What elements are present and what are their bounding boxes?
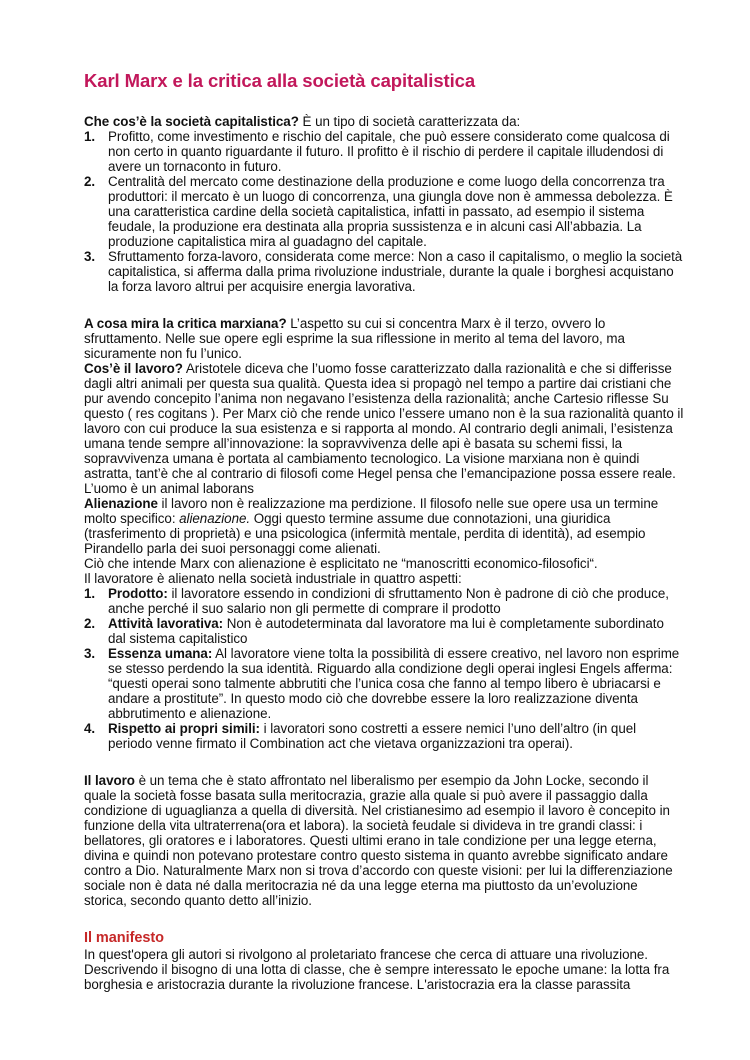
- list-item-text: Centralità del mercato come destinazione della produzione e come luogo della concorrenza tra produttori: il mercato è un luogo di concorrenza, una giungla dove non è ammessa debolezza. È una caratteristica cardine della società capitalistica, infatti in passato, ad esempio il sistema feudale, la produzione era destinata alla propria sussistenza e in alcuni casi All’abbazia. La produzione capitalistica mira al guadagno del capitale.: [108, 174, 673, 249]
- list-item: [84, 249, 684, 294]
- paragraph-critique: [84, 316, 684, 361]
- term-heading: Il lavoro: [84, 773, 135, 788]
- list-item: [84, 129, 684, 174]
- question-heading: Che cos’è la società capitalistica?: [84, 114, 299, 129]
- list-item-text: Non è autodeterminata dal lavoratore ma lui è completamente subordinato dal sistema capitalistico: [108, 616, 664, 646]
- section-marxian-critique: [84, 316, 684, 751]
- list-number: 2.: [84, 616, 96, 631]
- characteristics-list: [84, 129, 684, 294]
- paragraph-work: [84, 361, 684, 496]
- section-capitalist-society: [84, 114, 684, 294]
- document-page: [84, 70, 684, 992]
- list-item-text: i lavoratori sono costretti a essere nemici l’uno dell’altro (in quel periodo venne firmato il Combination act che vietava organizzazioni tra operai).: [108, 721, 637, 751]
- paragraph-manifesto: In quest'opera gli autori si rivolgono al proletariato francese che cerca di attuare una rivoluzione. Descrivendo il bisogno di una lotta di classe, che è sempre interessato le epoche umane: la lotta fra borghesia e aristocrazia durante la rivoluzione francese. L'aristocrazia era la classe parassita: [84, 947, 670, 992]
- italic-term: alienazione.: [179, 511, 251, 526]
- list-item-label: Attività lavorativa:: [108, 616, 224, 631]
- list-item-label: Rispetto ai propri simili:: [108, 721, 260, 736]
- list-item: [84, 616, 684, 646]
- list-number: 2.: [84, 174, 96, 189]
- list-item-label: Prodotto:: [108, 586, 168, 601]
- paragraph-text: il lavoro non è realizzazione ma perdizione. Il filosofo nelle sue opere usa un termine molto specifico:: [84, 496, 659, 526]
- page-title: Karl Marx e la critica alla società capitalistica: [84, 70, 476, 91]
- question-heading: Cos’è il lavoro?: [84, 361, 183, 376]
- alienation-aspects-list: [84, 586, 684, 751]
- section-heading: Il manifesto: [84, 930, 164, 946]
- list-number: 4.: [84, 721, 96, 736]
- section-labor-history: [84, 773, 684, 908]
- question-heading: A cosa mira la critica marxiana?: [84, 316, 287, 331]
- list-item-text: Sfruttamento forza-lavoro, considerata come merce: Non a caso il capitalismo, o meglio la società capitalistica, si afferma dalla prima rivoluzione industriale, durante la quale i borghesi acquistano la forza lavoro altrui per acquisire energia lavorativa.: [108, 249, 683, 294]
- paragraph-text: Oggi questo termine assume due connotazioni, una giuridica (trasferimento di proprietà) e una psicologica (infermità mentale, perdita di identità), ad esempio Pirandello parla dei suoi personaggi come alienati.: [84, 511, 646, 556]
- paragraph-text: Aristotele diceva che l’uomo fosse caratterizzato dalla razionalità e che si differisse dagli altri animali per questa sua qualità. Questa idea si propagò nel tempo a partire dai cristiani che pur avendo concepito l’anima non negavano l’esistenza della razionalità; anche Cartesio riflesse Su questo ( res cogitans ). Per Marx ciò che rende unico l’essere umano non è la sua razionalità quanto il lavoro con cui produce la sua esistenza e si rapporta al mondo. Al contrario degli animali, l’esistenza umana tende sempre all’innovazione: la sopravvivenza delle api è basata su schemi fissi, la sopravvivenza umana è portata al cambiamento tecnologico. La visione marxiana non è quindi astratta, tant’è che al contrario di filosofi come Hegel pensa che l’emancipazione possa essere reale. L’uomo è un animal laborans: [84, 361, 684, 496]
- spacer: [84, 751, 684, 773]
- list-number: 3.: [84, 646, 96, 661]
- list-item-text: il lavoratore essendo in condizioni di sfruttamento Non è padrone di ciò che produce, anche perché il suo salario non gli permette di comprare il prodotto: [108, 586, 669, 616]
- list-item: [84, 586, 684, 616]
- list-item: [84, 174, 684, 249]
- paragraph-labor: [84, 773, 684, 908]
- list-item-text: Profitto, come investimento e rischio del capitale, che può essere considerato come qualcosa di non certo in quanto riguardante il futuro. Il profitto è il rischio di perdere il capitale illudendosi di avere un tornaconto in futuro.: [108, 129, 670, 174]
- paragraph-intro: [84, 114, 684, 129]
- paragraph-manuscripts: Ciò che intende Marx con alienazione è esplicitato ne “manoscritti economico-filosofici“.: [84, 556, 598, 571]
- paragraph-four-aspects: Il lavoratore è alienato nella società industriale in quattro aspetti:: [84, 571, 462, 586]
- list-number: 1.: [84, 129, 96, 144]
- list-item-text: Al lavoratore viene tolta la possibilità di essere creativo, nel lavoro non esprime se stesso perdendo la sua identità. Riguardo alla condizione degli operai inglesi Engels afferma: “questi operai sono talmente abbrutiti che l’unica cosa che fanno al tempo libero è ubriacarsi e andare a prostitute”. In questo modo ciò che dovrebbe essere la loro realizzazione diventa abbrutimento e alienazione.: [108, 646, 680, 721]
- term-heading: Alienazione: [84, 496, 158, 511]
- paragraph-alienation: [84, 496, 684, 556]
- section-manifesto: [84, 930, 684, 992]
- spacer: [84, 908, 684, 930]
- list-item: [84, 721, 684, 751]
- paragraph-text: È un tipo di società caratterizzata da:: [298, 114, 521, 129]
- paragraph-text: L’aspetto su cui si concentra Marx è il terzo, ovvero lo sfruttamento. Nelle sue opere egli esprime la sua riflessione in merito al tema del lavoro, ma sicuramente non fu l’unico.: [84, 316, 625, 361]
- list-item: [84, 646, 684, 721]
- list-item-label: Essenza umana:: [108, 646, 213, 661]
- list-number: 3.: [84, 249, 96, 264]
- list-number: 1.: [84, 586, 96, 601]
- paragraph-text: è un tema che è stato affrontato nel liberalismo per esempio da John Locke, secondo il quale la società fosse basata sulla meritocrazia, grazie alla quale si può avere il passaggio dalla condizione di uguaglianza a quella di diversità. Nel cristianesimo ad esempio il lavoro è concepito in funzione della vita ultraterrena(ora et labora). la società feudale si divideva in tre grandi classi: i bellatores, gli oratores e i laboratores. Questi ultimi erano in tale condizione per una legge eterna, divina e quindi non potevano protestare contro questo sistema in quanto avrebbe significato andare contro a Dio. Naturalmente Marx non si trova d’accordo con queste visioni: per lui la differenziazione sociale non è data né dalla meritocrazia né da una legge eterna ma piuttosto da un’evoluzione storica, secondo quanto detto all’inizio.: [84, 773, 673, 908]
- spacer: [84, 294, 684, 316]
